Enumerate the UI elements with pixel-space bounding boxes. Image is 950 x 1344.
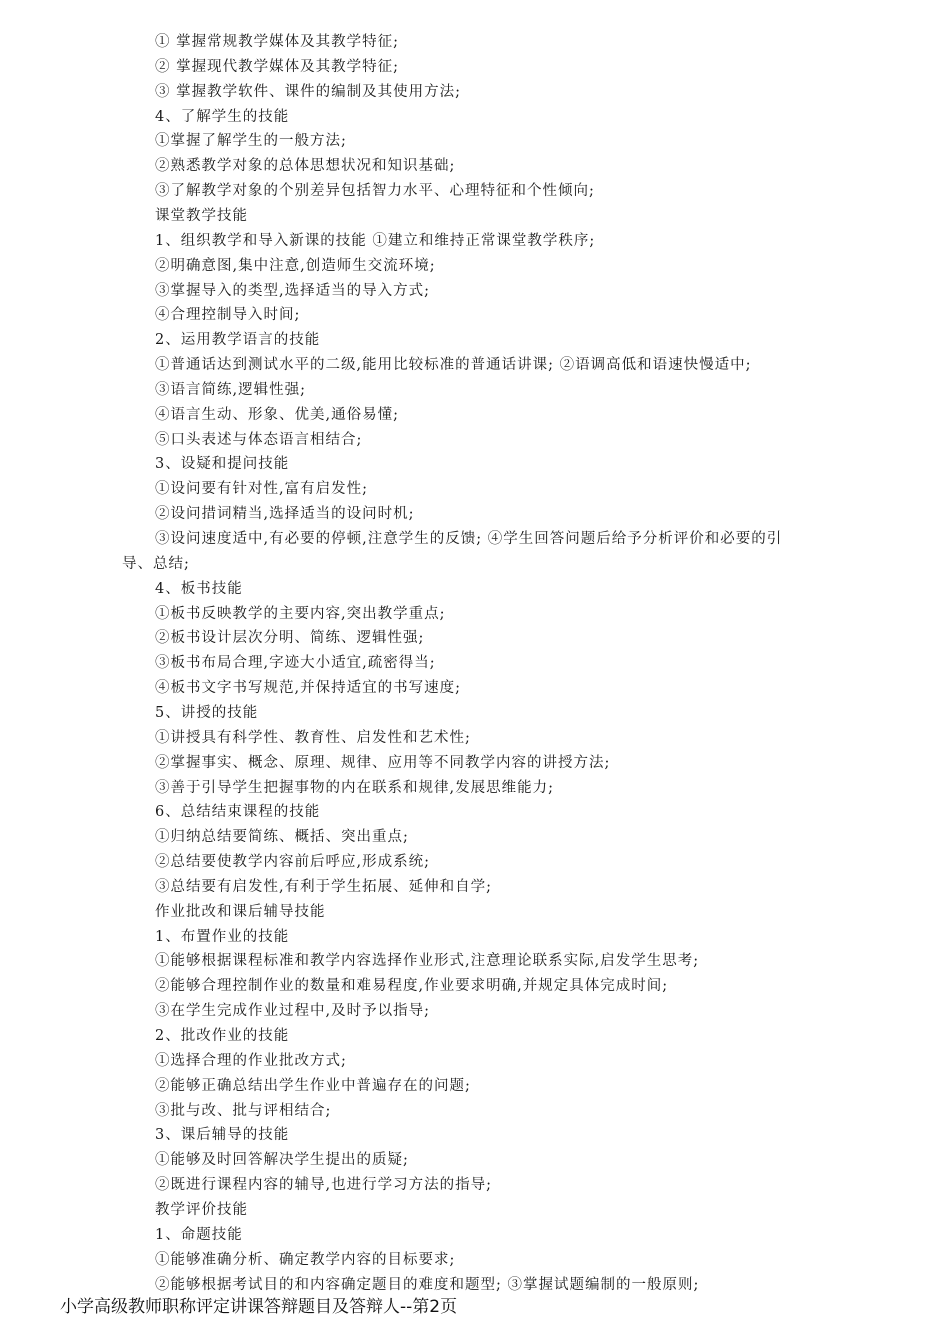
text-line: ②明确意图,集中注意,创造师生交流环境; <box>155 257 436 274</box>
text-line: ④合理控制导入时间; <box>155 307 301 324</box>
section-heading: 6、总结结束课程的技能 <box>155 804 321 821</box>
section-heading: 3、课后辅导的技能 <box>155 1127 290 1144</box>
section-heading: 3、设疑和提问技能 <box>155 456 290 473</box>
text-line: ⑤口头表述与体态语言相结合; <box>155 431 363 448</box>
text-line: 1、组织教学和导入新课的技能 ①建立和维持正常课堂教学秩序; <box>155 232 596 249</box>
text-line: ③批与改、批与评相结合; <box>155 1102 332 1119</box>
text-line: ①选择合理的作业批改方式; <box>155 1052 347 1069</box>
text-line: ②总结要使教学内容前后呼应,形成系统; <box>155 854 430 871</box>
text-line: ①普通话达到测试水平的二级,能用比较标准的普通话讲课; ②语调高低和语速快慢适中; <box>155 357 752 374</box>
section-heading: 5、讲授的技能 <box>155 704 259 721</box>
text-line: ①掌握了解学生的一般方法; <box>155 133 347 150</box>
text-line: ①板书反映教学的主要内容,突出教学重点; <box>155 605 446 622</box>
text-line: ②板书设计层次分明、简练、逻辑性强; <box>155 630 425 647</box>
text-line: ③善于引导学生把握事物的内在联系和规律,发展思维能力; <box>155 779 554 796</box>
section-heading: 2、运用教学语言的技能 <box>155 332 321 349</box>
text-line: ①设问要有针对性,富有启发性; <box>155 481 368 498</box>
text-line: ①归纳总结要简练、概括、突出重点; <box>155 829 409 846</box>
section-heading: 2、批改作业的技能 <box>155 1028 290 1044</box>
text-line: ③板书布局合理,字迹大小适宜,疏密得当; <box>155 655 436 672</box>
text-line: ②熟悉教学对象的总体思想状况和知识基础; <box>155 158 456 175</box>
text-line: ③掌握导入的类型,选择适当的导入方式; <box>155 282 430 299</box>
text-line: ②能够合理控制作业的数量和难易程度,作业要求明确,并规定具体完成时间; <box>155 978 669 995</box>
text-line: ①能够准确分析、确定教学内容的目标要求; <box>155 1251 456 1268</box>
text-line: ④板书文字书写规范,并保持适宜的书写速度; <box>155 680 461 697</box>
text-line: ①讲授具有科学性、教育性、启发性和艺术性; <box>155 729 471 746</box>
section-heading: 1、命题技能 <box>155 1226 243 1243</box>
page-footer: 小学高级教师职称评定讲课答辩题目及答辩人--第2页 <box>60 1292 463 1317</box>
text-line: ①能够根据课程标准和教学内容选择作业形式,注意理论联系实际,启发学生思考; <box>155 953 700 970</box>
text-line: ②既进行课程内容的辅导,也进行学习方法的指导; <box>155 1177 492 1194</box>
text-line: ②掌握事实、概念、原理、规律、应用等不同教学内容的讲授方法; <box>155 754 611 771</box>
text-line: ① 掌握常规教学媒体及其教学特征; <box>155 34 399 50</box>
section-heading: 教学评价技能 <box>155 1201 248 1218</box>
text-line: ③ 掌握教学软件、课件的编制及其使用方法; <box>155 83 461 100</box>
section-heading: 4、板书技能 <box>155 580 243 597</box>
section-heading: 4、了解学生的技能 <box>155 108 290 125</box>
section-heading: 作业批改和课后辅导技能 <box>155 903 326 920</box>
text-line: ③设问速度适中,有必要的停顿,注意学生的反馈; ④学生回答问题后给予分析评价和必要的引 <box>155 531 783 547</box>
text-line: ③总结要有启发性,有利于学生拓展、延伸和自学; <box>155 878 492 895</box>
text-line-continuation: 导、总结; <box>122 555 190 572</box>
section-heading: 1、布置作业的技能 <box>155 928 290 945</box>
section-heading: 课堂教学技能 <box>155 207 248 224</box>
text-line: ② 掌握现代教学媒体及其教学特征; <box>155 58 399 75</box>
text-line: ③语言简练,逻辑性强; <box>155 381 306 398</box>
text-line: ③了解教学对象的个别差异包括智力水平、心理特征和个性倾向; <box>155 183 595 200</box>
text-line: ①能够及时回答解决学生提出的质疑; <box>155 1152 409 1169</box>
text-line: ②设问措词精当,选择适当的设问时机; <box>155 506 415 523</box>
text-line: ②能够正确总结出学生作业中普遍存在的问题; <box>155 1077 471 1094</box>
text-line: ②能够根据考试目的和内容确定题目的难度和题型; ③掌握试题编制的一般原则; <box>155 1276 700 1293</box>
text-line: ④语言生动、形象、优美,通俗易懂; <box>155 406 399 423</box>
text-line: ③在学生完成作业过程中,及时予以指导; <box>155 1003 430 1020</box>
